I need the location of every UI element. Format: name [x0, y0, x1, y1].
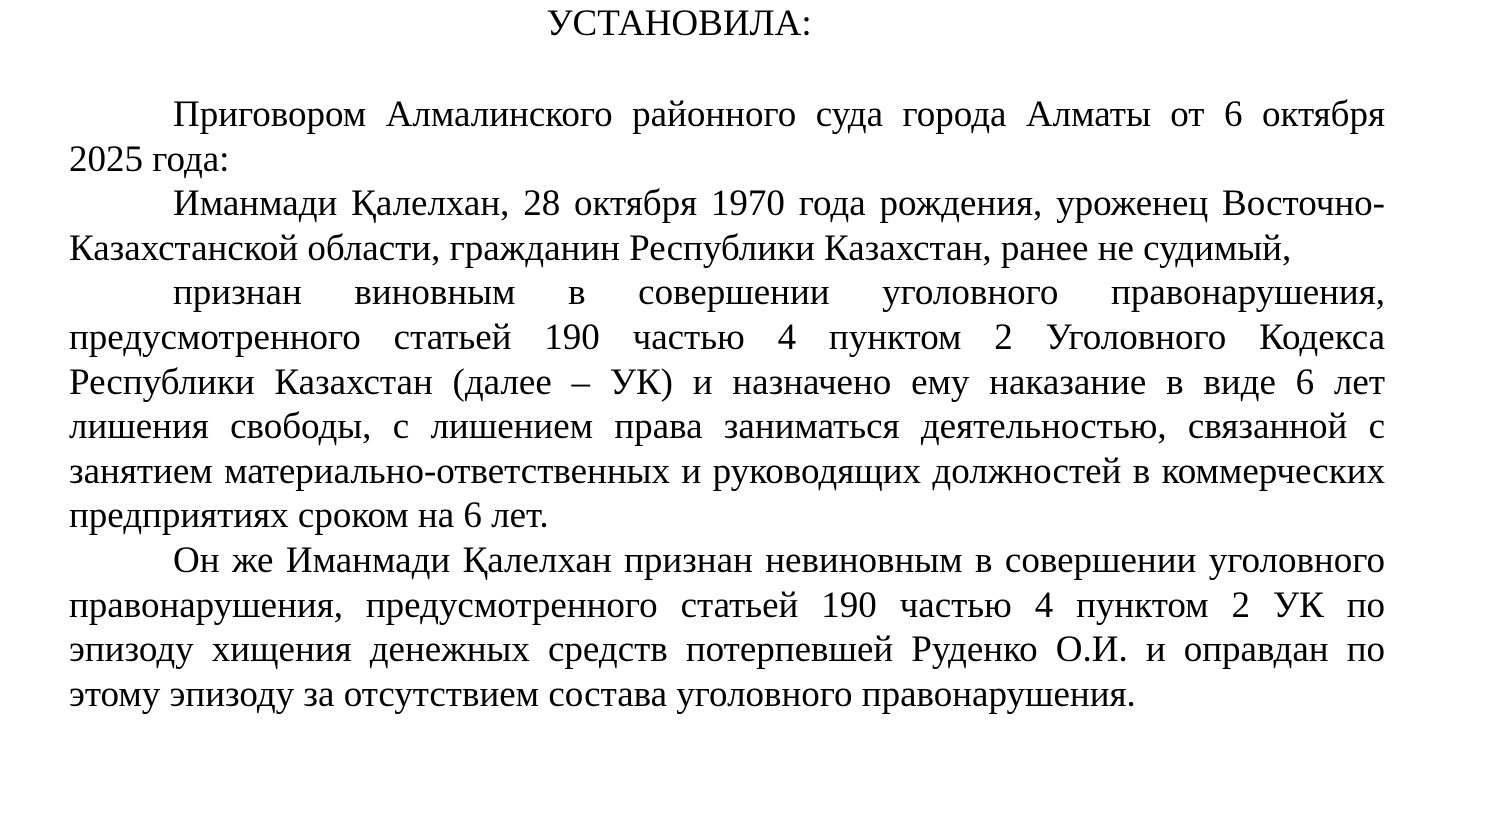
paragraph-acquittal: Он же Иманмади Қалелхан признан невиновным в совершении уголовного правонарушения, предусмотренного статьей 190 частью 4 пунктом 2 УК по эпизоду хищения денежных средств потерпевшей Руденко О.И. и оправдан по этому эпизоду за отсутствием состава уголовного правонарушения. [69, 539, 1385, 715]
paragraph-verdict-intro: Приговором Алмалинского районного суда города Алматы от 6 октября 2025 года: [69, 94, 1385, 180]
section-heading: УСТАНОВИЛА: [546, 3, 812, 44]
paragraph-guilty-sentence: признан виновным в совершении уголовного правонарушения, предусмотренного статьей 190 частью 4 пунктом 2 Уголовного Кодекса Республики Казахстан (далее – УК) и назначено ему наказание в виде 6 лет лишения свободы, с лишением права заниматься деятельностью, связанной с занятием материально-ответственных и руководящих должностей в коммерческих предприятиях сроком на 6 лет. [69, 272, 1385, 537]
paragraph-defendant-info: Иманмади Қалелхан, 28 октября 1970 года рождения, уроженец Восточно-Казахстанской области, гражданин Республики Казахстан, ранее не судимый, [69, 183, 1385, 269]
document-page [69, 0, 1385, 717]
